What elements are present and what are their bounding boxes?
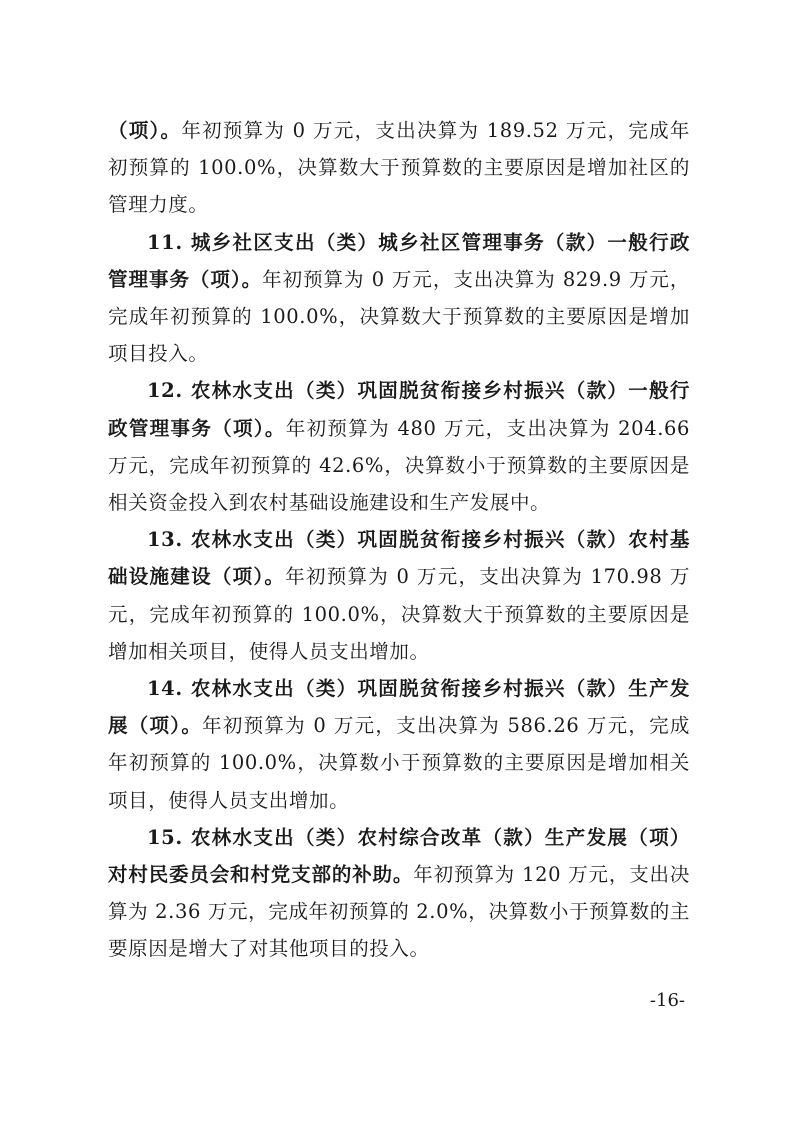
paragraph-heading: 15. 农林水支出（类）农村综合改革（款）生产发展（项）对村民委员会和村党支部的补助。 [108, 825, 690, 887]
paragraph-item-11 [108, 224, 690, 373]
document-body [108, 112, 690, 968]
paragraph-heading: 13. 农林水支出（类）巩固脱贫衔接乡村振兴（款）农村基础设施建设（项）。 [108, 528, 690, 589]
paragraph-text: 年初预算为 0 万元，支出决算为 829.9 万元，完成年初预算的 100.0%，决算数大于预算数的主要原因是增加项目投入。 [108, 267, 690, 366]
paragraph-item-14 [108, 670, 690, 819]
paragraph-heading: 14. 农林水支出（类）巩固脱贫衔接乡村振兴（款）生产发展（项）。 [108, 677, 690, 738]
paragraph-text: 年初预算为 0 万元，支出决算为 586.26 万元，完成年初预算的 100.0%，决算数小于预算数的主要原因是增加相关项目，使得人员支出增加。 [108, 714, 690, 812]
paragraph-text: 年初预算为 120 万元，支出决算为 2.36 万元，完成年初预算的 2.0%，决算数小于预算数的主要原因是增大了对其他项目的投入。 [108, 863, 690, 961]
paragraph-heading: （项）。 [108, 119, 182, 142]
paragraph-text: 年初预算为 480 万元，支出决算为 204.66 万元，完成年初预算的 42.6%，决算数小于预算数的主要原因是相关资金投入到农村基础设施建设和生产发展中。 [108, 416, 691, 515]
paragraph-item-15 [108, 819, 690, 968]
paragraph-continuation [108, 112, 690, 224]
paragraph-text: 年初预算为 0 万元，支出决算为 170.98 万元，完成年初预算的 100.0%，决算数大于预算数的主要原因是增加相关项目，使得人员支出增加。 [108, 565, 690, 663]
paragraph-item-13 [108, 521, 690, 670]
page-number: -16- [649, 990, 685, 1011]
paragraph-heading: 11. 城乡社区支出（类）城乡社区管理事务（款）一般行政管理事务（项）。 [108, 230, 690, 291]
paragraph-text: 年初预算为 0 万元，支出决算为 189.52 万元，完成年初预算的 100.0%，决算数大于预算数的主要原因是增加社区的管理力度。 [108, 119, 690, 217]
paragraph-heading: 12. 农林水支出（类）巩固脱贫衔接乡村振兴（款）一般行政管理事务（项）。 [108, 379, 690, 440]
paragraph-item-12 [108, 372, 690, 521]
